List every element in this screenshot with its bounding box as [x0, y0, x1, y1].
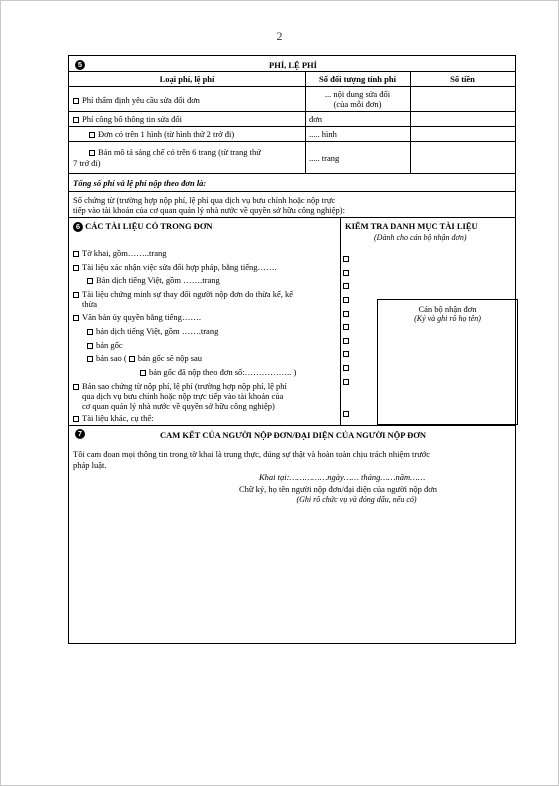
checkbox[interactable]	[73, 98, 79, 104]
commit-sign-line: Chữ ký, họ tên người nộp đơn/đại diện của người nộp đơn	[239, 484, 438, 494]
officer-label: Cán bộ nhận đơn	[418, 304, 477, 314]
checkbox[interactable]	[73, 265, 79, 271]
checkbox[interactable]	[73, 292, 79, 298]
checkbox[interactable]	[87, 343, 93, 349]
commit-section-title: CAM KẾT CỦA NGƯỜI NỘP ĐƠN/ĐẠI DIỆN CỦA NGƯỜI NỘP ĐƠN	[159, 430, 427, 440]
doc-item-declaration: Tờ khai, gồm……..trang	[73, 248, 167, 258]
fee-row-appraisal: Phí thẩm định yêu cầu sửa đổi đơn	[73, 95, 200, 105]
checkbox[interactable]	[73, 384, 79, 390]
checkbox[interactable]	[73, 315, 79, 321]
commit-text-line2: pháp luật.	[73, 460, 107, 470]
doc-item-power-of-attorney: Văn bản ủy quyền bằng tiếng…….	[73, 312, 201, 322]
fees-section-number: 5	[75, 59, 85, 70]
fees-col-amount: Số tiền	[450, 74, 475, 84]
checkbox[interactable]	[87, 356, 93, 362]
fee-row-appraisal-count: ... nội dung sửa đổi	[324, 89, 391, 99]
doc-item-fee-receipt-copy-cont2: cơ quan quản lý nhà nước về quyền sở hữu công nghiệp)	[82, 401, 275, 411]
fee-row-description-pages-count: ..... trang	[309, 153, 340, 163]
fee-row-appraisal-count-note: (của mỗi đơn)	[333, 99, 382, 109]
checkbox[interactable]	[87, 278, 93, 284]
fee-row-figures-count: ..... hình	[309, 129, 337, 139]
fees-receipt-line1: Số chứng từ (trường hợp nộp phí, lệ phí qua dịch vụ bưu chính hoặc nộp trực	[73, 195, 336, 205]
check-box-11[interactable]	[343, 403, 352, 421]
page-number: 2	[276, 29, 283, 43]
doc-item-poa-original-filed: bản gốc đã nộp theo đơn số:…………….. )	[140, 367, 296, 377]
doc-item-fee-receipt-copy: Bản sao chứng từ nộp phí, lệ phí (trường hợp nộp phí, lệ phí	[73, 381, 287, 391]
fee-row-figures: Đơn có trên 1 hình (từ hình thứ 2 trở đi)	[89, 129, 234, 139]
checkbox[interactable]	[89, 150, 95, 156]
fees-total-label: Tổng số phí và lệ phí nộp theo đơn là:	[73, 178, 207, 188]
doc-item-amendment-translation: Bản dịch tiếng Việt, gồm …….trang	[87, 275, 220, 285]
doc-item-inheritance-proof-cont: thừa	[82, 299, 97, 309]
fee-row-publication: Phí công bố thông tin sửa đổi	[73, 114, 182, 124]
fees-col-count: Số đối tượng tính phí	[319, 74, 396, 84]
officer-sub: (Ký và ghi rõ họ tên)	[414, 314, 481, 323]
checkbox[interactable]	[89, 132, 95, 138]
checkbox[interactable]	[129, 356, 135, 362]
checkbox[interactable]	[73, 251, 79, 257]
check-title: KIỂM TRA DANH MỤC TÀI LIỆU	[345, 221, 478, 231]
checkbox[interactable]	[87, 329, 93, 335]
commit-text-line1: Tôi cam đoan mọi thông tin trong tờ khai là trung thực, đúng sự thật và hoàn toàn chịu trách nhiệm trước	[73, 449, 431, 459]
doc-item-fee-receipt-copy-cont1: qua dịch vụ bưu chính hoặc nộp trực tiếp vào tài khoản của	[82, 391, 284, 401]
commit-date-line: Khai tại:……………ngày…… tháng……năm……	[259, 472, 426, 482]
doc-item-inheritance-proof: Tài liệu chứng minh sự thay đổi người nộp đơn do thừa kế, kế	[73, 289, 293, 299]
check-box-10[interactable]	[343, 371, 352, 389]
doc-item-poa-original: bản gốc	[87, 340, 123, 350]
fee-row-description-pages: Bản mô tả sáng chế có trên 6 trang (từ trang thứ	[89, 147, 261, 157]
documents-section-title: 6 CÁC TÀI LIỆU CÓ TRONG ĐƠN	[73, 221, 213, 232]
checkbox[interactable]	[73, 117, 79, 123]
fees-receipt-line2: tiếp vào tài khoản của cơ quan quản lý nhà nước về quyền sở hữu công nghiệp):	[73, 205, 345, 215]
doc-item-amendment-proof: Tài liệu xác nhận việc sửa đổi hợp pháp, bằng tiếng…….	[73, 262, 277, 272]
doc-item-other: Tài liệu khác, cụ thể:	[73, 413, 154, 423]
checkbox[interactable]	[140, 370, 146, 376]
doc-item-poa-copy: bản sao ( bản gốc sẽ nộp sau	[87, 353, 202, 363]
checkbox[interactable]	[73, 416, 79, 422]
commit-sign-sub: (Ghi rõ chức vụ và đóng dấu, nếu có)	[296, 495, 417, 504]
doc-item-poa-translation: bản dịch tiếng Việt, gồm …….trang	[87, 326, 218, 336]
commit-section-number: 7	[75, 428, 85, 439]
fees-section-title: PHÍ, LỆ PHÍ	[269, 60, 317, 70]
fees-col-fee-type: Loại phí, lệ phí	[159, 74, 215, 84]
fee-row-description-pages-cont: 7 trở đi)	[73, 158, 101, 168]
check-subtitle: (Dành cho cán bộ nhận đơn)	[374, 233, 467, 242]
form-frame	[68, 55, 516, 644]
fee-row-publication-count: đơn	[309, 114, 322, 124]
